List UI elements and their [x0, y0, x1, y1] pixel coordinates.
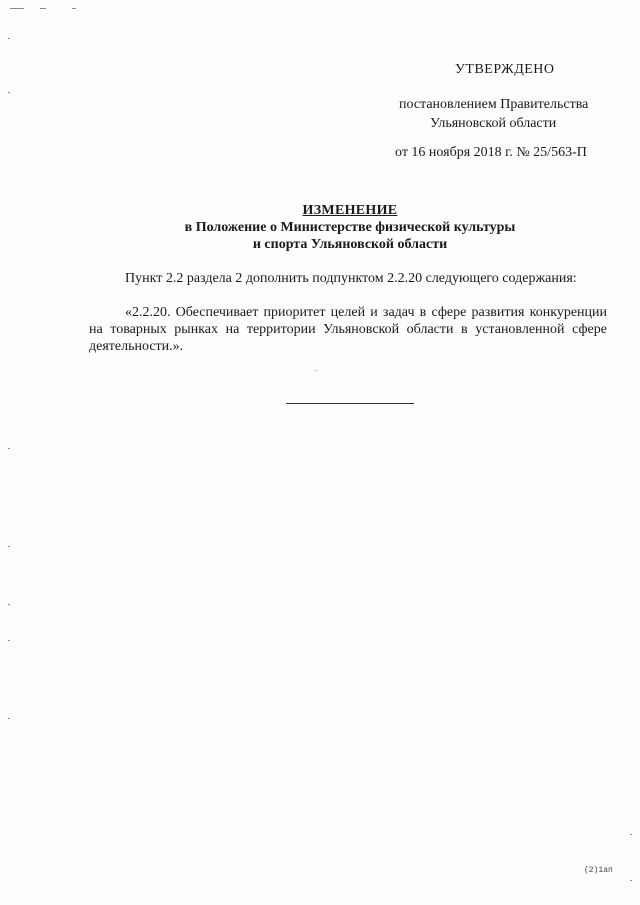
scan-artifact	[72, 8, 76, 9]
scan-artifact	[630, 880, 632, 881]
scan-artifact	[40, 8, 46, 9]
scan-artifact	[630, 834, 632, 835]
scan-artifact	[10, 8, 24, 9]
scan-artifact	[8, 92, 10, 93]
approval-line-date-number: от 16 ноября 2018 г. № 25/563-П	[395, 145, 587, 160]
scan-artifact	[8, 640, 10, 641]
separator-line	[286, 403, 414, 404]
document-subtitle-line2: и спорта Ульяновской области	[252, 237, 448, 252]
document-subtitle-line1: в Положение о Министерстве физической культуры	[184, 220, 516, 235]
scan-artifact	[316, 370, 317, 371]
page-code: (2)1ап	[584, 866, 613, 875]
approval-line-resolution: постановлением Правительства	[399, 97, 589, 112]
scan-artifact	[8, 604, 10, 605]
body-paragraph-2: «2.2.20. Обеспечивает приоритет целей и задач в сфере развития конкуренции на товарных рынках на территории Ульяновской области в установленной сфере деятельности.».	[89, 305, 607, 354]
scan-artifact	[8, 546, 10, 547]
scan-artifact	[8, 718, 10, 719]
scan-artifact	[8, 38, 10, 39]
document-title: ИЗМЕНЕНИЕ	[302, 203, 398, 218]
approval-title: УТВЕРЖДЕНО	[455, 62, 555, 77]
body-paragraph-1: Пункт 2.2 раздела 2 дополнить подпунктом 2.2.20 следующего содержания:	[125, 271, 577, 286]
approval-line-region: Ульяновской области	[430, 116, 557, 131]
scan-artifact	[8, 448, 10, 449]
